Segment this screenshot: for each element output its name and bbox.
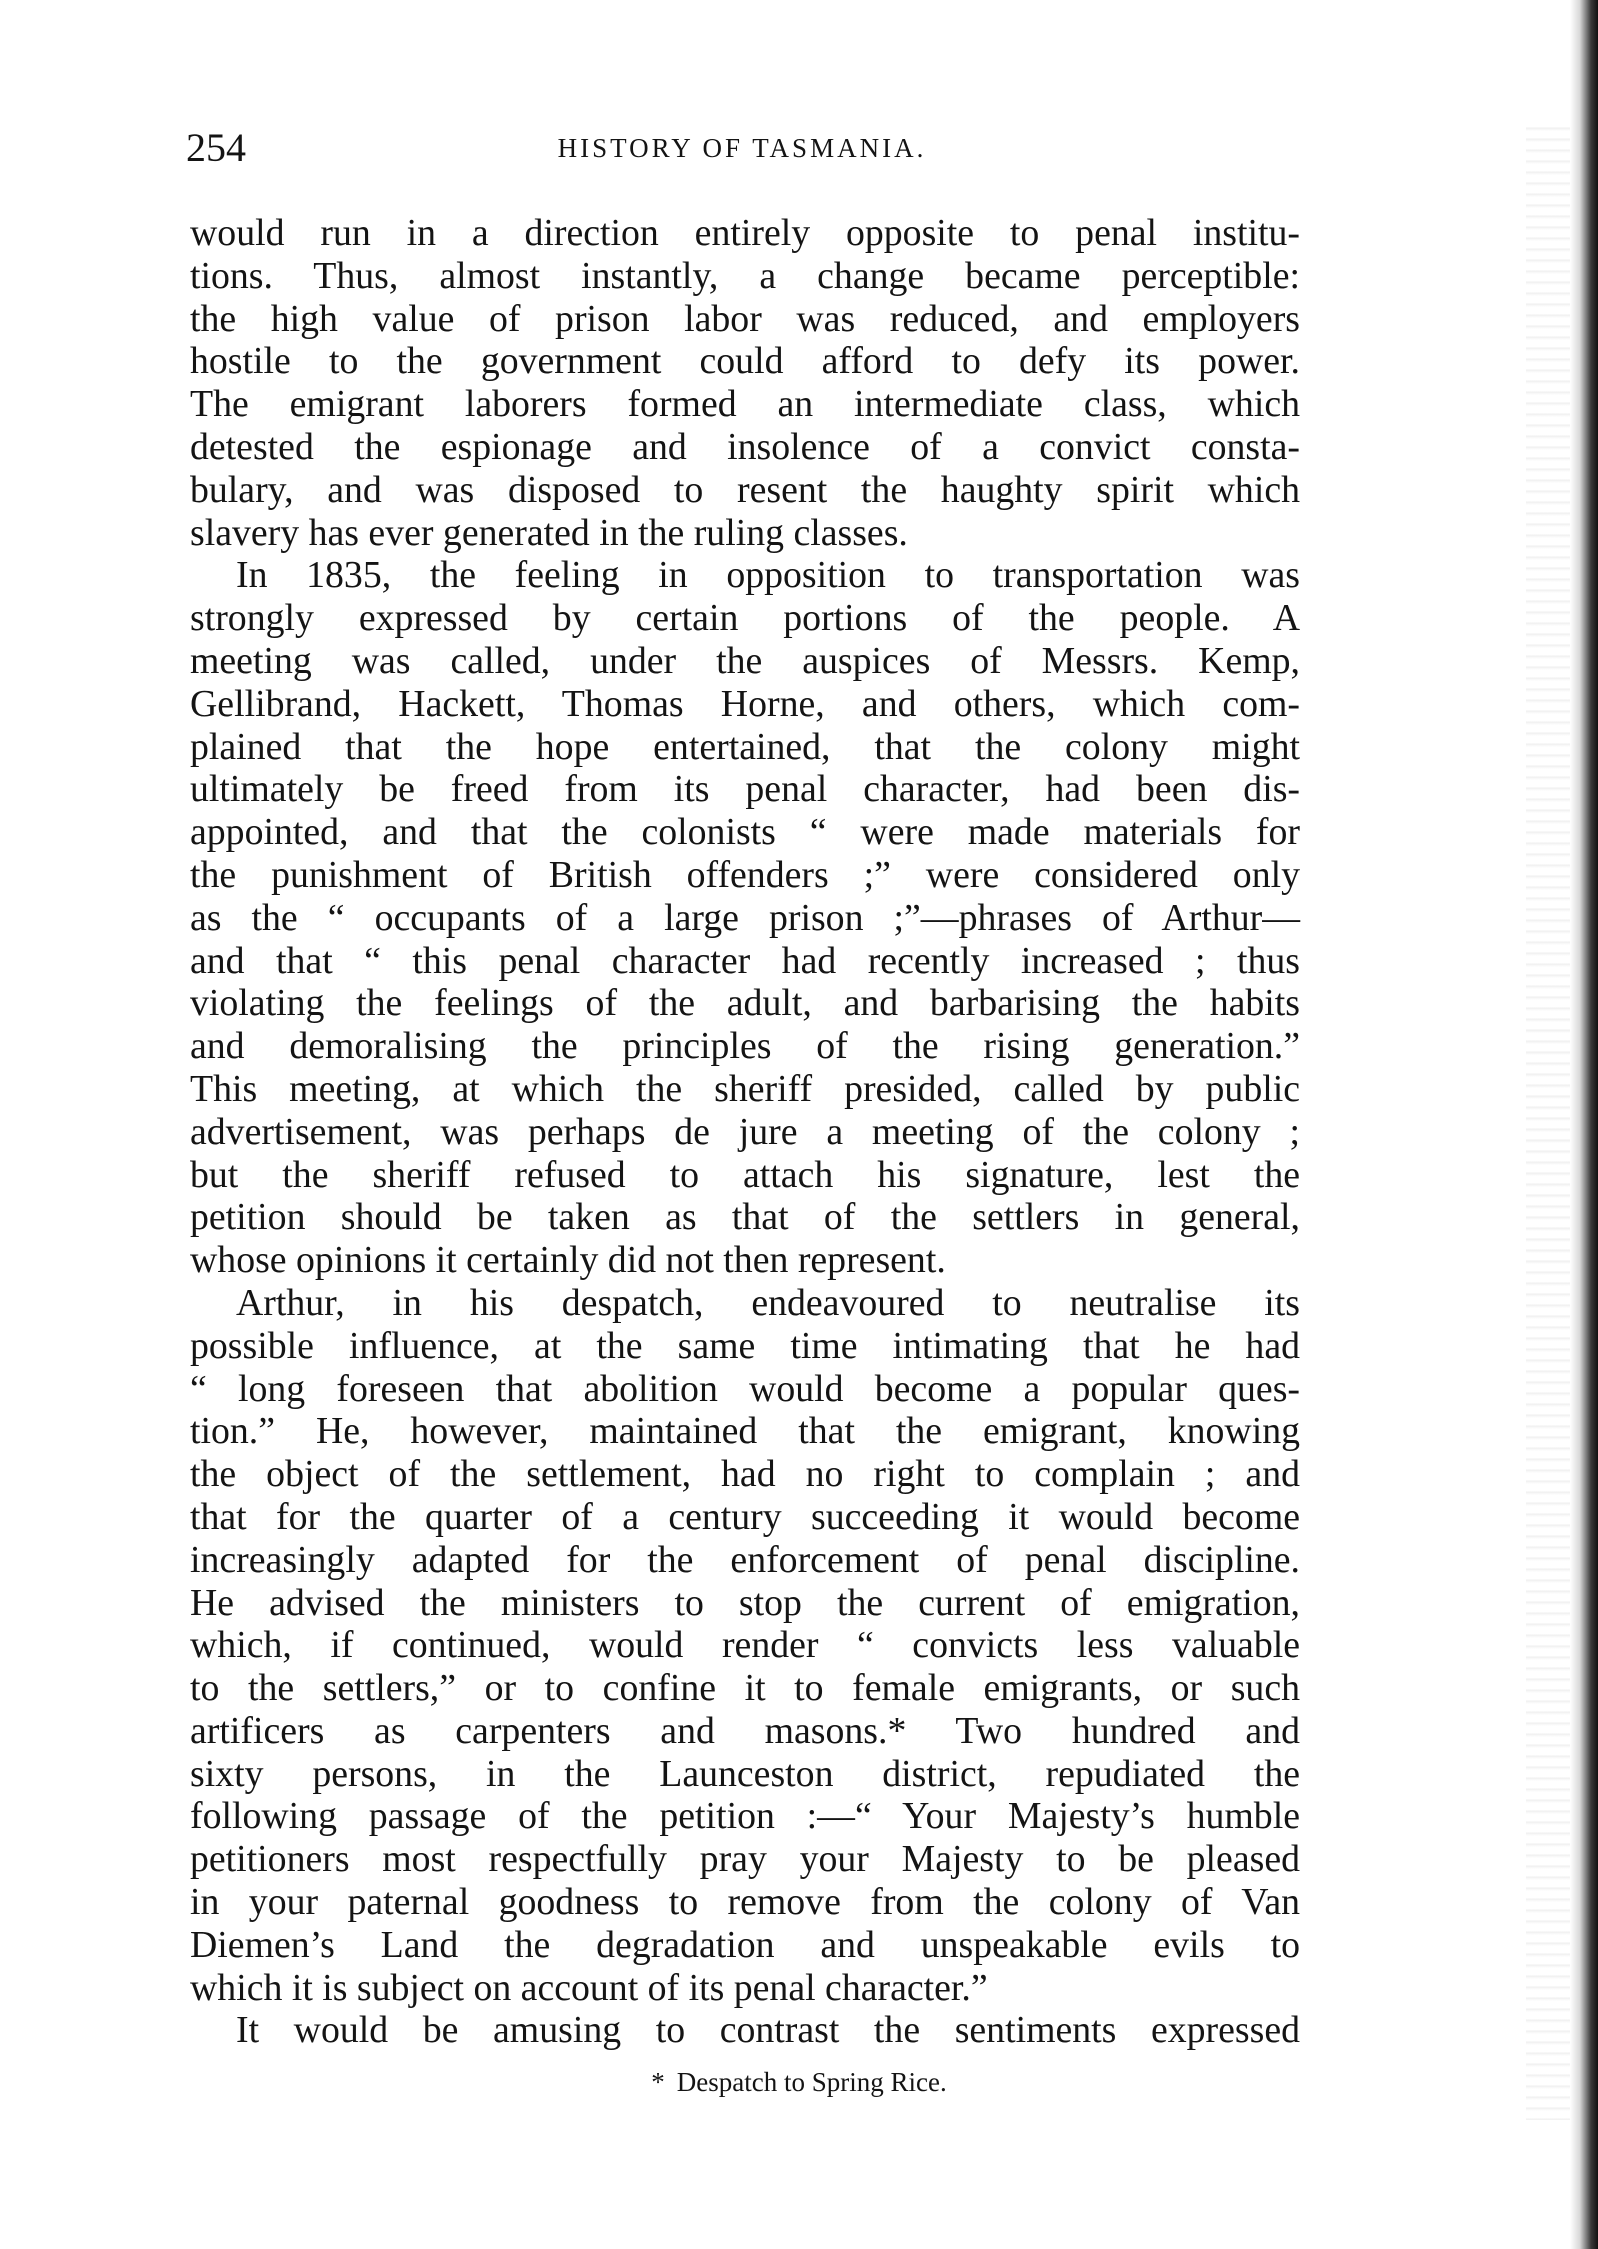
text-line: the object of the settlement, had no right to complain ; and (190, 1453, 1300, 1496)
text-line: sixty persons, in the Launceston district, repudiated the (190, 1752, 1300, 1795)
text-line: Arthur, in his despatch, endeavoured to neutralise its (236, 1281, 1300, 1324)
text-line: appointed, and that the colonists “ were made materials for (190, 811, 1300, 854)
text-line: tions. Thus, almost instantly, a change became perceptible: (190, 254, 1300, 297)
text-line: violating the feelings of the adult, and barbarising the habits (190, 982, 1300, 1025)
text-line: This meeting, at which the sheriff presided, called by public (190, 1067, 1300, 1110)
body-text (190, 212, 1300, 2052)
text-line: but the sheriff refused to attach his signature, lest the (190, 1153, 1300, 1196)
text-line: increasingly adapted for the enforcement of penal discipline. (190, 1538, 1300, 1581)
text-line: the punishment of British offenders ;” were considered only (190, 853, 1300, 896)
text-line: petition should be taken as that of the settlers in general, (190, 1196, 1300, 1239)
text-line: hostile to the government could afford to defy its power. (190, 340, 1300, 383)
text-line: tion.” He, however, maintained that the emigrant, knowing (190, 1410, 1300, 1453)
text-line: “ long foreseen that abolition would become a popular ques- (190, 1367, 1300, 1410)
text-line: Diemen’s Land the degradation and unspeakable evils to (190, 1923, 1300, 1966)
text-line: bulary, and was disposed to resent the haughty spirit which (190, 468, 1300, 511)
text-line: that for the quarter of a century succeeding it would become (190, 1495, 1300, 1538)
text-line: and demoralising the principles of the rising generation.” (190, 1025, 1300, 1068)
text-line: Gellibrand, Hackett, Thomas Horne, and others, which com- (190, 682, 1300, 725)
page-number: 254 (186, 125, 246, 170)
text-line: He advised the ministers to stop the current of emigration, (190, 1581, 1300, 1624)
page-edge-speckle (1526, 120, 1570, 2120)
text-line: strongly expressed by certain portions of the people. A (190, 597, 1300, 640)
text-line: and that “ this penal character had recently increased ; thus (190, 939, 1300, 982)
text-line: whose opinions it certainly did not then represent. (190, 1239, 946, 1282)
page-header (186, 118, 1298, 178)
text-line: advertisement, was perhaps de jure a meeting of the colony ; (190, 1110, 1300, 1153)
page-edge-shadow (1570, 0, 1598, 2249)
running-title: HISTORY OF TASMANIA. (557, 133, 927, 163)
footnote-mark: * (651, 2067, 665, 2097)
text-line: which it is subject on account of its penal character.” (190, 1966, 988, 2009)
footnote-text: Despatch to Spring Rice. (676, 2067, 947, 2097)
text-line: in your paternal goodness to remove from the colony of Van (190, 1881, 1300, 1924)
text-line: slavery has ever generated in the ruling classes. (190, 511, 908, 554)
text-line: detested the espionage and insolence of a convict consta- (190, 425, 1300, 468)
text-line: petitioners most respectfully pray your Majesty to be pleased (190, 1838, 1300, 1881)
text-line: as the “ occupants of a large prison ;”—phrases of Arthur— (190, 896, 1300, 939)
text-line: following passage of the petition :—“ Your Majesty’s humble (190, 1795, 1300, 1838)
text-line: In 1835, the feeling in opposition to transportation was (236, 554, 1300, 597)
footnote (0, 2064, 1598, 2100)
text-line: artificers as carpenters and masons.* Two hundred and (190, 1709, 1300, 1752)
text-line: would run in a direction entirely opposite to penal institu- (190, 212, 1300, 254)
text-line: possible influence, at the same time intimating that he had (190, 1324, 1300, 1367)
text-line: to the settlers,” or to confine it to female emigrants, or such (190, 1667, 1300, 1710)
text-line: ultimately be freed from its penal character, had been dis- (190, 768, 1300, 811)
text-line: The emigrant laborers formed an intermediate class, which (190, 383, 1300, 426)
text-line: which, if continued, would render “ convicts less valuable (190, 1624, 1300, 1667)
text-line: meeting was called, under the auspices of Messrs. Kemp, (190, 639, 1300, 682)
text-line: It would be amusing to contrast the sentiments expressed (236, 2009, 1300, 2052)
text-line: plained that the hope entertained, that the colony might (190, 725, 1300, 768)
text-line: the high value of prison labor was reduced, and employers (190, 297, 1300, 340)
